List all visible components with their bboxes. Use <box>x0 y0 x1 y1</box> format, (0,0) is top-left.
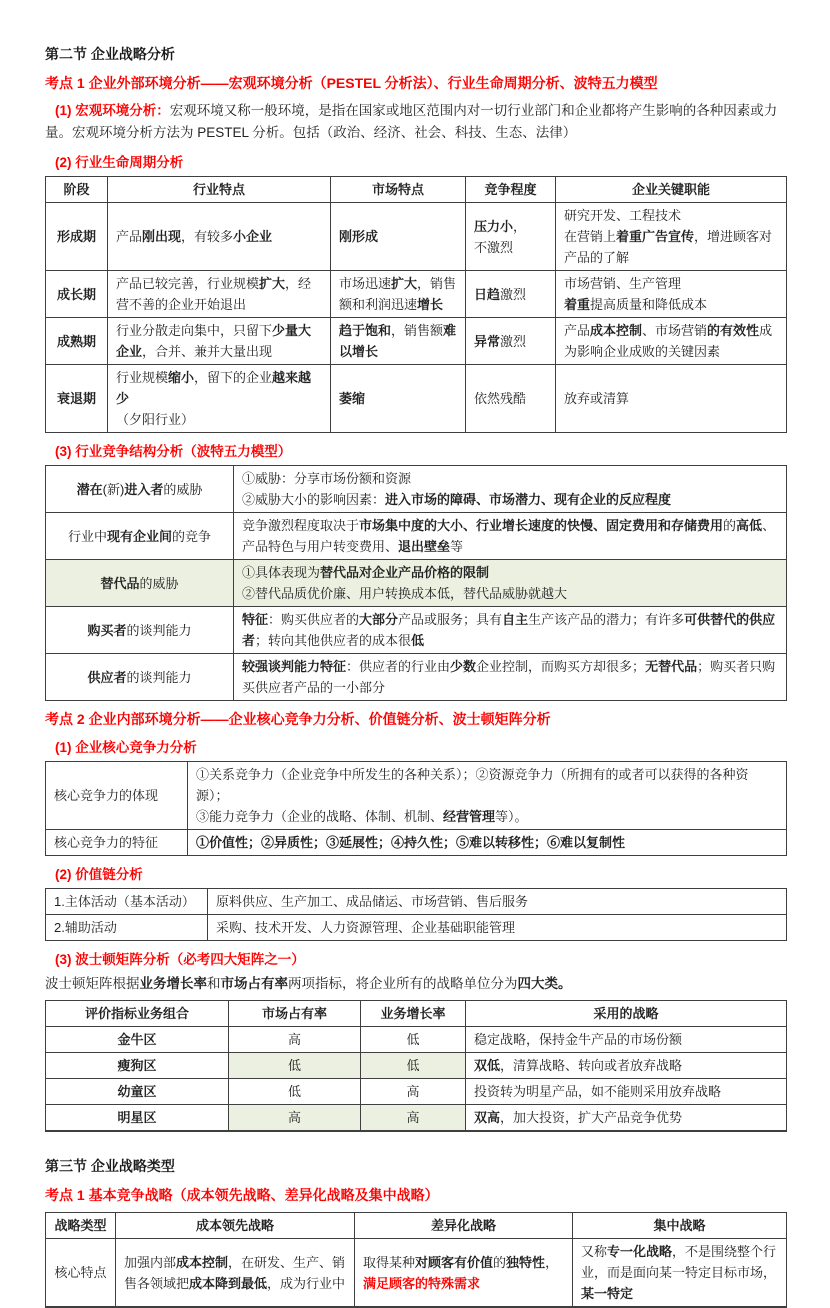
table-cell <box>229 1053 361 1079</box>
macro-env-paragraph <box>45 100 786 144</box>
text-run: 、市场营销 <box>642 323 708 338</box>
table-cell <box>466 1027 787 1053</box>
text-run: 高 <box>287 1032 301 1047</box>
table-row <box>46 365 787 433</box>
text-run: 供应者 <box>87 669 127 685</box>
table-cell <box>355 1239 573 1308</box>
text-run: 波士顿矩阵根据 <box>45 976 140 991</box>
kaodian-1-heading: 考点 1 企业外部环境分析——宏观环境分析（PESTEL 分析法）、行业生命周期分析、波特五力模型 <box>45 75 658 91</box>
section-2-title: 第二节 企业战略分析 <box>45 46 175 62</box>
text-run: ，不是围绕整个行业，而是面向某一特定目标市场， <box>581 1244 777 1280</box>
text-run: 无替代品 <box>645 659 698 674</box>
text-run: 形成期 <box>56 229 96 244</box>
table-cell <box>46 318 108 365</box>
text-run: 提高质量和降低成本 <box>590 297 708 312</box>
text-run: 大部分 <box>359 612 399 627</box>
text-run: 越来越少 <box>116 370 312 406</box>
text-run: 集中战略 <box>653 1218 706 1233</box>
text-run: 行业规模 <box>116 370 169 385</box>
table-cell <box>208 889 787 915</box>
text-run: 成为影响企业成败的关键因素 <box>564 323 773 359</box>
text-run: 投资转为明星产品，如不能则采用放弃战略 <box>474 1084 722 1099</box>
text-run: 少数 <box>450 659 477 674</box>
table-header-cell <box>116 1213 355 1239</box>
heading-five-forces: (3) 行业竞争结构分析（波特五力模型） <box>55 444 292 459</box>
text-run: 的谈判能力 <box>126 622 192 638</box>
table-cell <box>46 466 234 513</box>
table-cell <box>46 889 208 915</box>
text-run: 依然残酷 <box>474 391 527 406</box>
text-run: 采用的战略 <box>593 1006 659 1021</box>
table-header-cell <box>466 1001 787 1027</box>
text-run: 高 <box>406 1110 420 1125</box>
text-run: 市场迅速 <box>339 276 392 291</box>
text-run: ，销售额 <box>391 323 444 338</box>
table-cell <box>234 513 787 560</box>
text-run: 某一特定 <box>581 1286 634 1301</box>
table-cell <box>331 271 466 318</box>
heading-industry-lifecycle: (2) 行业生命周期分析 <box>55 155 184 170</box>
text-run: 不激烈 <box>474 239 514 255</box>
text-run: 现有企业间 <box>106 528 172 544</box>
table-cell <box>46 762 188 830</box>
table-cell <box>234 466 787 513</box>
text-run: 竞争程度 <box>484 182 537 197</box>
text-run: 激烈 <box>500 286 527 302</box>
bcg-intro-paragraph <box>45 973 786 995</box>
text-run: 可供替代的供应者 <box>242 612 776 648</box>
table-cell <box>234 607 787 654</box>
table-row <box>46 1001 787 1027</box>
text-run: 业务增长率 <box>380 1006 446 1021</box>
table-cell <box>466 203 556 271</box>
text-run: 瘦狗区 <box>117 1058 157 1073</box>
five-forces-table <box>45 465 787 701</box>
text-run: 产品 <box>564 323 591 338</box>
text-run: ，留下的企业 <box>194 370 273 385</box>
text-run: 原料供应、生产加工、成品储运、市场营销、售后服务 <box>216 894 529 909</box>
table-cell <box>229 1027 361 1053</box>
text-run: 金牛区 <box>117 1032 157 1047</box>
table-header-cell <box>466 177 556 203</box>
table-cell <box>361 1027 466 1053</box>
table-header-cell <box>229 1001 361 1027</box>
table-cell <box>46 560 234 607</box>
text-run: 低 <box>406 1058 420 1073</box>
text-run: 和 <box>207 976 221 991</box>
table-cell <box>46 1053 229 1079</box>
text-run: ②替代品质优价廉、用户转换成本低，替代品威胁就越大 <box>242 586 568 601</box>
table-row <box>46 1239 787 1308</box>
text-run: 扩大 <box>259 276 286 291</box>
table-cell <box>188 830 787 856</box>
text-run: 替代品 <box>100 575 140 591</box>
text-run: 产品 <box>116 229 143 244</box>
text-run: 的有效性 <box>707 323 760 338</box>
text-run: 行业特点 <box>192 182 245 197</box>
table-cell <box>556 365 787 433</box>
table-header-cell <box>331 177 466 203</box>
text-run: 市场集中度的大小、行业增长速度的快慢、固定费用和存储费用 <box>359 518 724 533</box>
table-cell <box>234 560 787 607</box>
text-run: 低 <box>287 1084 301 1099</box>
text-run: 的谈判能力 <box>126 669 192 685</box>
table-cell <box>331 203 466 271</box>
table-row <box>46 513 787 560</box>
text-run: 产品或服务；具有 <box>398 612 503 627</box>
text-run: 市场特点 <box>371 182 424 197</box>
text-run: ，合并、兼并大量出现 <box>142 344 273 359</box>
table-header-cell <box>355 1213 573 1239</box>
text-run: 刚形成 <box>339 229 379 244</box>
text-run: 增长 <box>417 297 444 312</box>
text-run: ；转向其他供应者的成本很 <box>255 633 412 648</box>
text-run: ①关系竞争力（企业竞争中所发生的各种关系）；②资源竞争力（所拥有的或者可以获得的各种资源）； <box>196 767 749 803</box>
text-run: 潜在 <box>76 481 103 497</box>
table-cell <box>46 513 234 560</box>
text-run: 成本领先战略 <box>195 1218 274 1233</box>
table-row <box>46 654 787 701</box>
text-run: 特征 <box>242 612 269 627</box>
table-cell <box>108 365 331 433</box>
text-run: 核心特点 <box>54 1265 107 1280</box>
table-cell <box>46 271 108 318</box>
text-run: ， <box>545 1254 559 1270</box>
table-cell <box>46 365 108 433</box>
text-run: 双低 <box>474 1058 501 1073</box>
text-run: 企业控制，而购买方却很多； <box>476 659 646 674</box>
text-run: 加强内部 <box>124 1254 177 1270</box>
text-run: ，清算战略、转向或者放弃战略 <box>500 1058 683 1073</box>
table-cell <box>46 203 108 271</box>
table-cell <box>208 915 787 941</box>
text-run: (1) 宏观环境分析： <box>55 103 170 118</box>
text-run: 取得某种 <box>363 1254 416 1270</box>
table-cell <box>466 271 556 318</box>
text-run: 的 <box>723 518 737 533</box>
text-run: ②威胁大小的影响因素： <box>242 492 386 507</box>
text-run: 独特性 <box>506 1254 546 1270</box>
text-run: 成本控制 <box>590 323 643 338</box>
text-run: 市场占有率 <box>261 1006 327 1021</box>
table-cell <box>556 318 787 365</box>
competitive-strategy-table <box>45 1212 787 1308</box>
text-run: 成本控制 <box>176 1254 229 1270</box>
text-run: ，在研发、生产、销售各领域把 <box>124 1254 346 1291</box>
table-row <box>46 607 787 654</box>
text-run: 明星区 <box>117 1110 157 1125</box>
table-row <box>46 271 787 318</box>
table-row <box>46 203 787 271</box>
text-run: 战略类型 <box>54 1218 107 1233</box>
table-header-cell <box>46 177 108 203</box>
text-run: 行业中 <box>67 528 107 544</box>
table-cell <box>466 1079 787 1105</box>
table-cell <box>108 271 331 318</box>
table-row <box>46 1105 787 1132</box>
text-run: 又称 <box>581 1244 608 1259</box>
table-cell <box>46 654 234 701</box>
text-run: 购买者 <box>87 622 127 638</box>
text-run: 日趋 <box>474 286 501 302</box>
table-cell <box>46 1079 229 1105</box>
table-cell <box>466 365 556 433</box>
text-run: 稳定战略，保持金牛产品的市场份额 <box>474 1032 683 1047</box>
text-run: 差异化战略 <box>430 1218 496 1233</box>
heading-bcg-matrix: (3) 波士顿矩阵分析（必考四大矩阵之一） <box>55 952 305 967</box>
text-run: 衰退期 <box>56 391 96 406</box>
core-competence-table <box>45 761 787 856</box>
text-run: （夕阳行业） <box>116 412 195 427</box>
text-run: 企业关键职能 <box>631 182 710 197</box>
text-run: ，经营不善的企业开始退出 <box>116 276 312 312</box>
text-run: 萎缩 <box>339 391 366 406</box>
text-run: 四大类。 <box>517 976 572 991</box>
text-run: 双高 <box>474 1110 501 1125</box>
industry-lifecycle-table <box>45 176 787 433</box>
table-cell <box>331 365 466 433</box>
table-row <box>46 466 787 513</box>
text-run: 对顾客有价值 <box>415 1254 494 1270</box>
table-cell <box>556 271 787 318</box>
text-run: 1.主体活动（基本活动） <box>54 894 195 909</box>
text-run: 的威胁 <box>139 575 179 591</box>
table-cell <box>229 1079 361 1105</box>
table-row <box>46 1079 787 1105</box>
text-run: 、产品特色与用户转变费用、 <box>242 518 776 554</box>
text-run: 高 <box>406 1084 420 1099</box>
text-run: ①具体表现为 <box>242 565 321 580</box>
text-run: 进入者 <box>124 481 164 497</box>
text-run: 核心竞争力的体现 <box>54 788 159 803</box>
table-cell <box>46 1027 229 1053</box>
text-run: 产品已较完善，行业规模 <box>116 276 260 291</box>
text-run: 采购、技术开发、人力资源管理、企业基础职能管理 <box>216 920 516 935</box>
table-header-cell <box>573 1213 787 1239</box>
text-run: 宏观环境又称一般环境，是指在国家或地区范围内对一切行业部门和企业都将产生影响的各种因素或力量。宏观环境分析方法为 PESTEL 分析。包括（政治、经济、社会、科技、生态、法律） <box>45 103 778 140</box>
table-row <box>46 889 787 915</box>
kaodian-2-heading: 考点 2 企业内部环境分析——企业核心竞争力分析、价值链分析、波士顿矩阵分析 <box>45 711 551 727</box>
text-run: 在营销上 <box>564 229 617 244</box>
text-run: 行业分散走向集中，只留下 <box>116 323 273 338</box>
text-run: 的 <box>493 1254 507 1270</box>
text-run: ：供应者的行业由 <box>346 659 451 674</box>
table-cell <box>108 318 331 365</box>
text-run: 低 <box>406 1032 420 1047</box>
text-run: 经营管理 <box>443 809 496 824</box>
text-run: 专一化战略 <box>607 1244 673 1259</box>
bcg-matrix-table <box>45 1000 787 1132</box>
text-run: 阶段 <box>63 182 90 197</box>
text-run: 替代品对企业产品价格的限制 <box>320 565 490 580</box>
table-row <box>46 177 787 203</box>
table-cell <box>46 830 188 856</box>
table-row <box>46 1027 787 1053</box>
text-run: 压力小 <box>474 218 514 234</box>
heading-value-chain: (2) 价值链分析 <box>55 867 143 882</box>
text-run: ；购买者只购买供应者产品的一小部分 <box>242 659 776 695</box>
text-run: 市场营销、生产管理 <box>564 276 682 291</box>
text-run: 成长期 <box>56 286 96 302</box>
table-cell <box>466 318 556 365</box>
table-cell <box>466 1105 787 1132</box>
table-cell <box>361 1079 466 1105</box>
text-run: 成熟期 <box>56 333 96 349</box>
table-cell <box>116 1239 355 1308</box>
table-header-cell <box>556 177 787 203</box>
text-run: ，加大投资，扩大产品竞争优势 <box>500 1110 683 1125</box>
text-run: 满足顾客的特殊需求 <box>363 1275 481 1291</box>
text-run: 进入市场的障碍、市场潜力、现有企业的反应程度 <box>385 492 672 507</box>
text-run: 成本降到最低 <box>189 1275 268 1291</box>
text-run: 生产该产品的潜力；有许多 <box>528 612 685 627</box>
table-row <box>46 915 787 941</box>
text-run: 自主 <box>502 612 529 627</box>
text-run: 趋于饱和 <box>339 323 392 338</box>
table-header-cell <box>108 177 331 203</box>
table-cell <box>361 1053 466 1079</box>
table-cell <box>46 1239 116 1308</box>
text-run: 幼童区 <box>117 1084 157 1099</box>
text-run: ①威胁：分享市场份额和资源 <box>242 471 412 486</box>
text-run: 激烈 <box>500 333 527 349</box>
text-run: 评价指标业务组合 <box>84 1006 189 1021</box>
text-run: 的威胁 <box>163 481 203 497</box>
text-run: 等）。 <box>495 809 528 824</box>
text-run: 着重 <box>564 297 591 312</box>
heading-core-competence: (1) 企业核心竞争力分析 <box>55 740 197 755</box>
table-cell <box>46 607 234 654</box>
text-run: ①价值性；②异质性；③延展性；④持久性；⑤难以转移性；⑥难以复制性 <box>196 835 626 850</box>
text-run: 等 <box>450 539 464 554</box>
table-header-cell <box>46 1213 116 1239</box>
text-run: ，有较多 <box>181 229 234 244</box>
text-run: ，成为行业中 <box>267 1275 346 1291</box>
text-run: 刚出现 <box>142 229 182 244</box>
text-run: 退出壁垒 <box>398 539 451 554</box>
text-run: 少量大企业 <box>116 323 312 359</box>
text-run: 研究开发、工程技术 <box>564 208 682 223</box>
table-cell <box>331 318 466 365</box>
text-run: 缩小 <box>168 370 195 385</box>
text-run: 异常 <box>474 333 501 349</box>
text-run: 扩大 <box>391 276 418 291</box>
table-row <box>46 318 787 365</box>
table-cell <box>234 654 787 701</box>
kaodian-3-heading: 考点 1 基本竞争战略（成本领先战略、差异化战略及集中战略） <box>45 1187 439 1203</box>
table-row <box>46 830 787 856</box>
text-run: 两项指标，将企业所有的战略单位分为 <box>288 976 518 991</box>
text-run: 高低 <box>736 518 763 533</box>
table-cell <box>46 915 208 941</box>
text-run: 难以增长 <box>339 323 457 359</box>
text-run: 较强谈判能力特征 <box>242 659 347 674</box>
text-run: 低 <box>287 1058 301 1073</box>
text-run: ：购买供应者的 <box>268 612 360 627</box>
text-run: 2.辅助活动 <box>54 920 117 935</box>
table-header-cell <box>361 1001 466 1027</box>
text-run: (新) <box>102 481 125 497</box>
table-cell <box>573 1239 787 1308</box>
table-cell <box>466 1053 787 1079</box>
table-row <box>46 1213 787 1239</box>
section-3-title: 第三节 企业战略类型 <box>45 1158 175 1174</box>
text-run: 市场占有率 <box>220 976 288 991</box>
text-run: 业务增长率 <box>139 976 207 991</box>
text-run: 低 <box>411 633 425 648</box>
text-run: 着重广告宣传 <box>616 229 695 244</box>
value-chain-table <box>45 888 787 941</box>
text-run: ③能力竞争力（企业的战略、体制、机制、 <box>196 809 444 824</box>
text-run: 的竞争 <box>172 528 212 544</box>
table-cell <box>361 1105 466 1132</box>
table-cell <box>229 1105 361 1132</box>
text-run: ，销售额和利润迅速 <box>339 276 457 312</box>
text-run: 核心竞争力的特征 <box>54 835 159 850</box>
text-run: 高 <box>287 1110 301 1125</box>
table-header-cell <box>46 1001 229 1027</box>
text-run: 竞争激烈程度取决于 <box>242 518 360 533</box>
table-cell <box>188 762 787 830</box>
text-run: ， <box>513 218 527 234</box>
table-row <box>46 1053 787 1079</box>
text-run: 放弃或清算 <box>564 391 630 406</box>
table-row <box>46 762 787 830</box>
table-cell <box>46 1105 229 1132</box>
text-run: ，增进顾客对产品的了解 <box>564 229 773 265</box>
text-run: 小企业 <box>233 229 273 244</box>
table-row <box>46 560 787 607</box>
table-cell <box>556 203 787 271</box>
table-cell <box>108 203 331 271</box>
